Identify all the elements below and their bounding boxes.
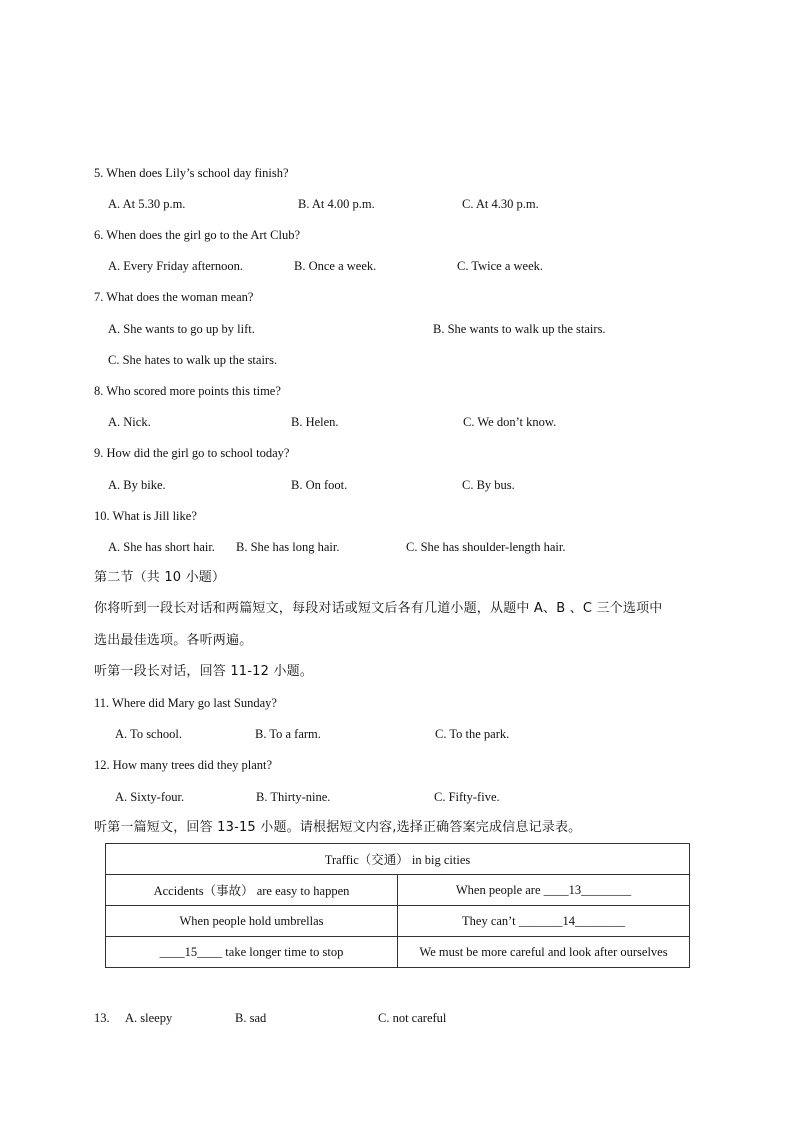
question-5-option-c: C. At 4.30 p.m. [462, 197, 539, 211]
question-6-stem: 6. When does the girl go to the Art Club? [94, 228, 300, 242]
table-cell: When people hold umbrellas [106, 906, 398, 937]
question-6-option-b: B. Once a week. [294, 259, 377, 273]
table-row [106, 875, 690, 906]
question-9-option-a: A. By bike. [108, 478, 166, 492]
question-9-option-b: B. On foot. [291, 478, 348, 492]
question-6-option-c: C. Twice a week. [457, 259, 544, 273]
question-10-option-c: C. She has shoulder-length hair. [406, 540, 566, 554]
question-5-stem: 5. When does Lily’s school day finish? [94, 166, 289, 180]
question-9-option-c: C. By bus. [462, 478, 515, 492]
table-cell: They can’t _______14________ [398, 906, 690, 937]
question-10-option-b: B. She has long hair. [236, 540, 340, 554]
question-10-stem: 10. What is Jill like? [94, 509, 197, 523]
table-title-cell: Traffic（交通） in big cities [106, 844, 690, 875]
question-7-option-b: B. She wants to walk up the stairs. [433, 322, 606, 336]
question-7-option-a: A. She wants to go up by lift. [108, 322, 255, 336]
question-5-option-b: B. At 4.00 p.m. [298, 197, 375, 211]
question-7-stem: 7. What does the woman mean? [94, 290, 254, 304]
table-cell: Accidents（事故） are easy to happen [106, 875, 398, 906]
passage-intro: 听第一篇短文，回答 13-15 小题。请根据短文内容,选择正确答案完成信息记录表。 [94, 820, 582, 835]
table-cell: When people are ____13________ [398, 875, 690, 906]
question-13-option-b: B. sad [235, 1011, 267, 1025]
question-6-option-a: A. Every Friday afternoon. [108, 259, 244, 273]
question-9-stem: 9. How did the girl go to school today? [94, 446, 290, 460]
question-11-option-a: A. To school. [115, 727, 182, 741]
question-12-stem: 12. How many trees did they plant? [94, 758, 273, 772]
question-12-option-b: B. Thirty-nine. [256, 790, 331, 804]
question-7-option-c: C. She hates to walk up the stairs. [108, 353, 278, 367]
question-11-option-c: C. To the park. [435, 727, 510, 741]
question-5-option-a: A. At 5.30 p.m. [108, 197, 186, 211]
question-13-option-c: C. not careful [378, 1011, 447, 1025]
question-10-option-a: A. She has short hair. [108, 540, 215, 554]
question-12-option-c: C. Fifty-five. [434, 790, 500, 804]
question-8-option-a: A. Nick. [108, 415, 151, 429]
table-row [106, 906, 690, 937]
section-2-instruction-line-1: 你将听到一段长对话和两篇短文，每段对话或短文后各有几道小题，从题中 A、B 、C 三个选项中 [94, 601, 663, 616]
question-13-number: 13. [94, 1011, 110, 1025]
question-8-stem: 8. Who scored more points this time? [94, 384, 281, 398]
question-13-option-a: A. sleepy [125, 1011, 173, 1025]
question-8-option-c: C. We don’t know. [463, 415, 557, 429]
dialogue-intro: 听第一段长对话，回答 11-12 小题。 [94, 664, 314, 679]
question-11-stem: 11. Where did Mary go last Sunday? [94, 696, 277, 710]
table-row [106, 844, 690, 875]
section-2-instruction-line-2: 选出最佳选项。各听两遍。 [94, 633, 253, 648]
question-11-option-b: B. To a farm. [255, 727, 321, 741]
table-row [106, 937, 690, 968]
question-8-option-b: B. Helen. [291, 415, 339, 429]
question-12-option-a: A. Sixty-four. [115, 790, 185, 804]
section-2-heading: 第二节（共 10 小题） [94, 570, 226, 585]
table-cell: ____15____ take longer time to stop [106, 937, 398, 968]
table-cell: We must be more careful and look after ourselves [398, 937, 690, 968]
info-record-table [105, 843, 690, 968]
